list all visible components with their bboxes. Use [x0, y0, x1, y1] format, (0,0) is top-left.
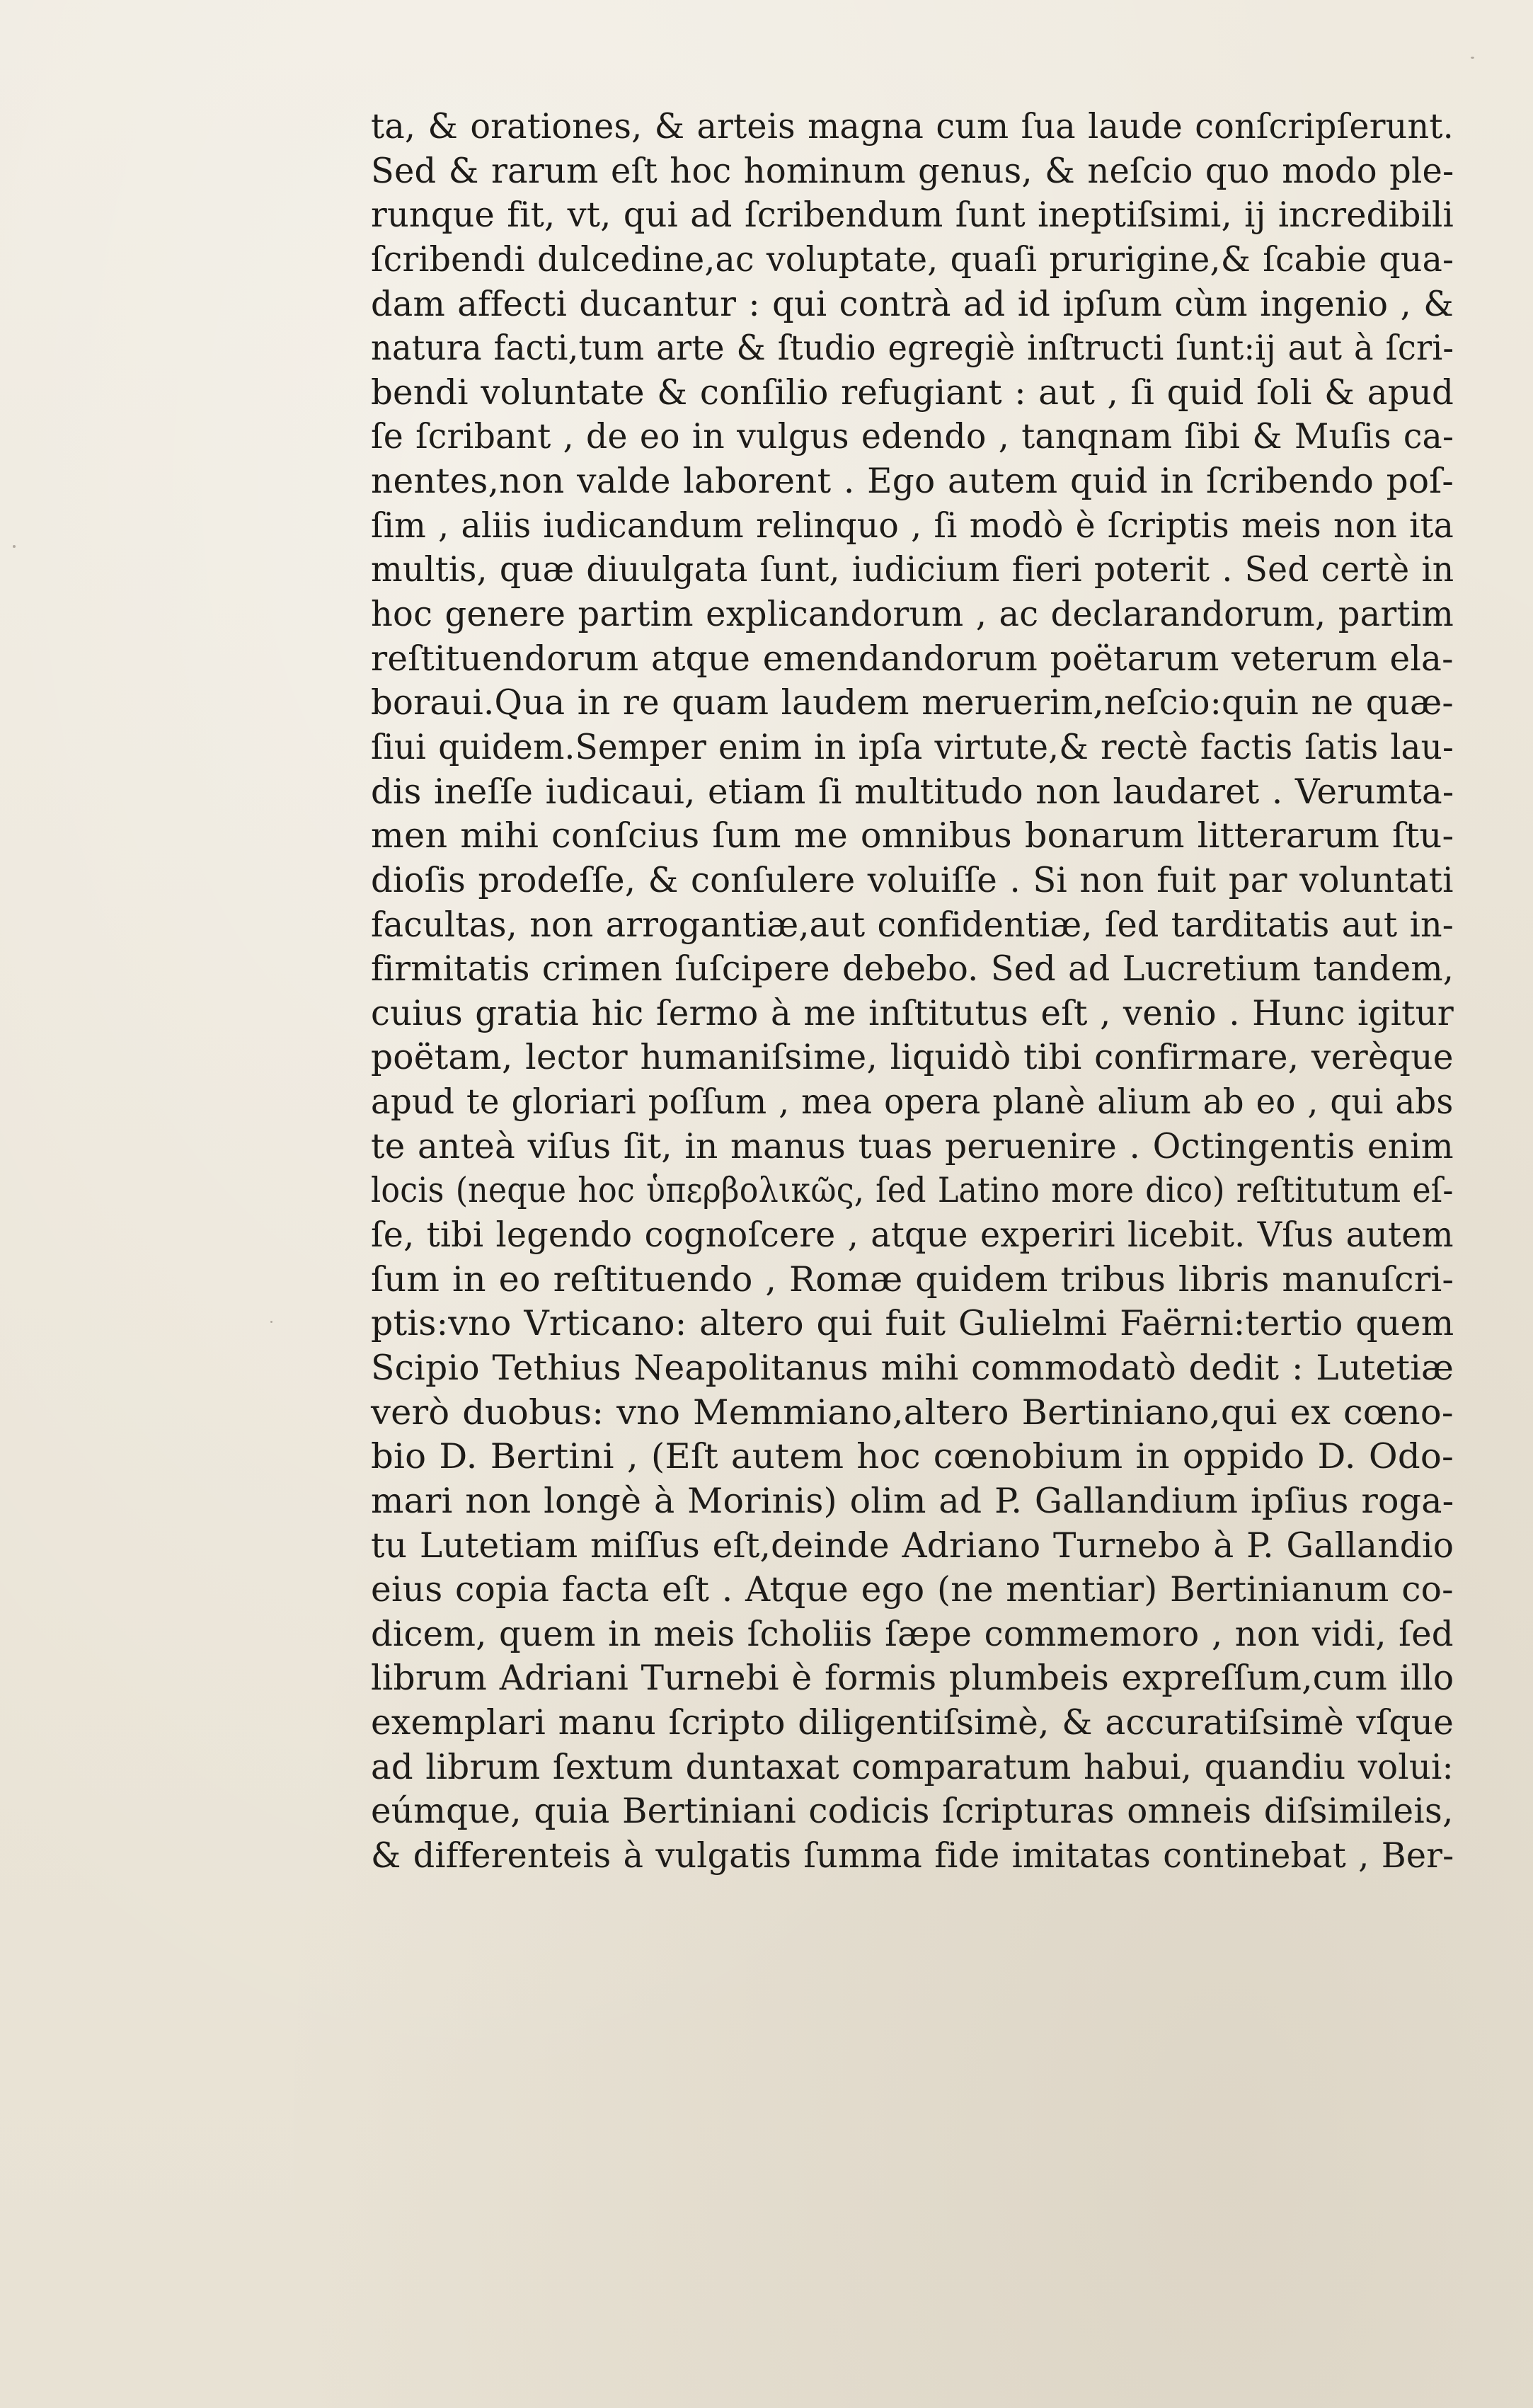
text-line: dioſis prodeſſe, & conſulere voluiſſe . Si non fuit par voluntati: [371, 859, 1454, 900]
text-line: apud te gloriari poſſum , mea opera planè alium ab eo , qui abs: [371, 1082, 1454, 1123]
text-line: runque fit, vt, qui ad ſcribendum ſunt ineptiſsimi, ij incredibili: [371, 195, 1454, 236]
text-line: multis, quæ diuulgata ſunt, iudicium fieri poterit . Sed certè in: [371, 549, 1454, 590]
text-line: firmitatis crimen ſuſcipere debebo. Sed ad Lucretium tandem,: [371, 948, 1454, 990]
text-line: boraui.Qua in re quam laudem meruerim,neſcio:quin ne quæ-: [371, 682, 1454, 723]
text-line: dis ineſſe iudicaui, etiam ſi multitudo non laudaret . Verumta-: [371, 771, 1454, 812]
text-line: ſum in eo reſtituendo , Romæ quidem tribus libris manuſcri-: [371, 1259, 1454, 1300]
text-line: bendi voluntate & conſilio refugiant : aut , ſi quid ſoli & apud: [371, 372, 1454, 413]
text-line: cuius gratia hic ſermo à me inſtitutus eſt , venio . Hunc igitur: [371, 992, 1454, 1033]
paper-speck: [1471, 57, 1474, 59]
text-line: ſe, tibi legendo cognoſcere , atque experiri licebit. Vſus autem: [371, 1215, 1454, 1256]
text-line: men mihi conſcius ſum me omnibus bonarum litterarum ſtu-: [371, 815, 1454, 856]
body-text: [371, 105, 1454, 1879]
text-line: facultas, non arrogantiæ,aut confidentiæ, ſed tarditatis aut in-: [371, 904, 1454, 945]
text-line: locis (neque hoc ὑπερβολικῶς, ſed Latino more dico) reſtitutum eſ-: [371, 1170, 1454, 1211]
text-line: reſtituendorum atque emendandorum poëtarum veterum ela-: [371, 638, 1454, 679]
text-line: ſim , aliis iudicandum relinquo , ſi modò è ſcriptis meis non ita: [371, 505, 1454, 546]
text-line: & differenteis à vulgatis ſumma fide imitatas continebat , Ber-: [371, 1835, 1454, 1876]
text-line: dicem, quem in meis ſcholiis ſæpe commemoro , non vidi, ſed: [371, 1613, 1454, 1654]
text-line: poëtam, lector humaniſsime, liquidò tibi confirmare, verèque: [371, 1037, 1454, 1078]
text-line: hoc genere partim explicandorum , ac declarandorum, partim: [371, 594, 1454, 635]
text-line: eius copia facta eſt . Atque ego (ne mentiar) Bertinianum co-: [371, 1569, 1454, 1610]
text-line: mari non longè à Morinis) olim ad P. Gallandium ipſius roga-: [371, 1480, 1454, 1521]
text-line: te anteà viſus ſit, in manus tuas peruenire . Octingentis enim: [371, 1125, 1454, 1166]
text-line: Sed & rarum eſt hoc hominum genus, & neſcio quo modo ple-: [371, 150, 1454, 191]
paper-speck: [13, 545, 16, 548]
text-line: nentes,non valde laborent . Ego autem quid in ſcribendo poſ-: [371, 461, 1454, 502]
text-line: ad librum ſextum duntaxat comparatum habui, quandiu volui:: [371, 1746, 1454, 1787]
text-line: ſcribendi dulcedine,ac voluptate, quaſi prurigine,& ſcabie qua-: [371, 239, 1454, 280]
paper-speck: [270, 1321, 272, 1323]
text-line: natura facti,tum arte & ſtudio egregiè inſtructi ſunt:ij aut à ſcri-: [371, 328, 1454, 369]
text-line: verò duobus: vno Memmiano,altero Bertiniano,qui ex cœno-: [371, 1392, 1454, 1433]
text-line: ſe ſcribant , de eo in vulgus edendo , tanqnam ſibi & Muſis ca-: [371, 416, 1454, 457]
text-line: bio D. Bertini , (Eſt autem hoc cœnobium in oppido D. Odo-: [371, 1436, 1454, 1477]
text-line: tu Lutetiam miſſus eſt,deinde Adriano Turnebo à P. Gallandio: [371, 1525, 1454, 1566]
text-line: eúmque, quia Bertiniani codicis ſcripturas omneis diſsimileis,: [371, 1791, 1454, 1832]
text-line: Scipio Tethius Neapolitanus mihi commodatò dedit : Lutetiæ: [371, 1347, 1454, 1388]
text-line: ſiui quidem.Semper enim in ipſa virtute,& rectè factis ſatis lau-: [371, 726, 1454, 767]
text-line: exemplari manu ſcripto diligentiſsimè, & accuratiſsimè vſque: [371, 1702, 1454, 1743]
text-line: librum Adriani Turnebi è formis plumbeis expreſſum,cum illo: [371, 1658, 1454, 1699]
text-line: ptis:vno Vrticano: altero qui fuit Gulielmi Faërni:tertio quem: [371, 1303, 1454, 1344]
text-line: ta, & orationes, & arteis magna cum ſua laude conſcripſerunt.: [371, 106, 1454, 147]
text-line: dam affecti ducantur : qui contrà ad id ipſum cùm ingenio , &: [371, 283, 1454, 324]
